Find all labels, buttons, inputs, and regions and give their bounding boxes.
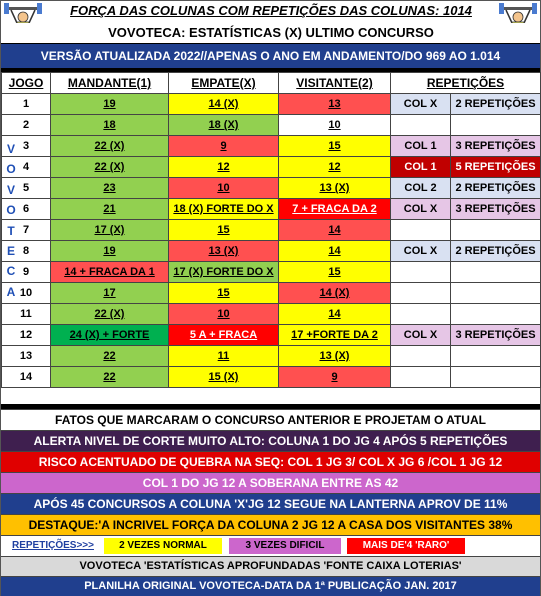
cell-visitante: 12 bbox=[279, 157, 391, 178]
table-row bbox=[2, 220, 541, 241]
cell-rep-column bbox=[391, 304, 451, 325]
cell-empate: 11 bbox=[169, 346, 279, 367]
subtitle-bar bbox=[1, 23, 540, 43]
cell-mandante: 24 (X) + FORTE bbox=[51, 325, 169, 346]
side-letter: V bbox=[6, 182, 15, 197]
cell-jogo: 14 bbox=[2, 367, 51, 388]
cell-jogo: 11 bbox=[2, 304, 51, 325]
vovoteca-side-label bbox=[5, 139, 17, 302]
cell-rep-column: COL X bbox=[391, 325, 451, 346]
header-mandante: MANDANTE(1) bbox=[51, 73, 169, 94]
cell-rep-column bbox=[391, 115, 451, 136]
version-banner-text: VERSÃO ATUALIZADA 2022//APENAS O ANO EM ANDAMENTO/DO 969 AO 1.014 bbox=[40, 49, 501, 63]
cell-jogo: 10 bbox=[2, 283, 51, 304]
cell-rep-column bbox=[391, 283, 451, 304]
legend-normal: 2 VEZES NORMAL bbox=[104, 538, 222, 554]
side-letter: E bbox=[6, 244, 15, 259]
cell-empate: 10 bbox=[169, 178, 279, 199]
table-row bbox=[2, 157, 541, 178]
cell-rep-column bbox=[391, 346, 451, 367]
cell-rep-count: 3 REPETIÇÕES bbox=[451, 199, 541, 220]
cell-rep-count bbox=[451, 346, 541, 367]
cell-rep-count: 2 REPETIÇÕES bbox=[451, 178, 541, 199]
cell-mandante: 22 (X) bbox=[51, 304, 169, 325]
cell-jogo: 7 bbox=[2, 220, 51, 241]
cell-rep-count: 5 REPETIÇÕES bbox=[451, 157, 541, 178]
facts-heading: FATOS QUE MARCARAM O CONCURSO ANTERIOR E PROJETAM O ATUAL bbox=[1, 409, 540, 430]
cell-jogo: 2 bbox=[2, 115, 51, 136]
side-letter: V bbox=[6, 142, 15, 156]
stats-table bbox=[1, 72, 541, 388]
cell-rep-column: COL 1 bbox=[391, 157, 451, 178]
cell-jogo: 4 bbox=[2, 157, 51, 178]
cell-visitante: 14 bbox=[279, 241, 391, 262]
cell-visitante: 13 (X) bbox=[279, 178, 391, 199]
cell-rep-column bbox=[391, 367, 451, 388]
cell-empate: 18 (X) bbox=[169, 115, 279, 136]
header-jogo: JOGO bbox=[2, 73, 51, 94]
page-title: FORÇA DAS COLUNAS COM REPETIÇÕES DAS COLUNAS: 1014 bbox=[70, 3, 472, 18]
cell-rep-column: COL X bbox=[391, 94, 451, 115]
cell-jogo: 1 bbox=[2, 94, 51, 115]
cell-visitante: 14 bbox=[279, 304, 391, 325]
cell-rep-column bbox=[391, 262, 451, 283]
table-row bbox=[2, 178, 541, 199]
cell-visitante: 14 bbox=[279, 220, 391, 241]
cell-mandante: 23 bbox=[51, 178, 169, 199]
cell-rep-count bbox=[451, 367, 541, 388]
cell-rep-count bbox=[451, 220, 541, 241]
version-banner bbox=[1, 43, 540, 69]
table-row bbox=[2, 199, 541, 220]
table-row bbox=[2, 136, 541, 157]
cell-jogo: 6 bbox=[2, 199, 51, 220]
cell-jogo: 12 bbox=[2, 325, 51, 346]
cell-rep-column: COL 1 bbox=[391, 136, 451, 157]
cell-mandante: 21 bbox=[51, 199, 169, 220]
cell-empate: 14 (X) bbox=[169, 94, 279, 115]
table-row bbox=[2, 262, 541, 283]
cell-mandante: 17 bbox=[51, 283, 169, 304]
cell-visitante: 10 bbox=[279, 115, 391, 136]
table-row bbox=[2, 283, 541, 304]
cell-jogo: 13 bbox=[2, 346, 51, 367]
side-letter: O bbox=[6, 203, 16, 218]
cell-rep-column bbox=[391, 220, 451, 241]
cell-empate: 18 (X) FORTE DO X bbox=[169, 199, 279, 220]
cell-rep-count: 3 REPETIÇÕES bbox=[451, 136, 541, 157]
cell-empate: 15 bbox=[169, 283, 279, 304]
side-letter: C bbox=[6, 264, 16, 279]
cell-empate: 12 bbox=[169, 157, 279, 178]
table-row bbox=[2, 304, 541, 325]
cell-rep-count: 2 REPETIÇÕES bbox=[451, 94, 541, 115]
cell-jogo: 5 bbox=[2, 178, 51, 199]
cell-rep-count: 3 REPETIÇÕES bbox=[451, 325, 541, 346]
cell-mandante: 22 bbox=[51, 346, 169, 367]
cell-rep-column: COL X bbox=[391, 241, 451, 262]
repetition-legend bbox=[1, 535, 540, 556]
cell-mandante: 19 bbox=[51, 241, 169, 262]
table-row bbox=[2, 367, 541, 388]
table-row bbox=[2, 325, 541, 346]
cell-rep-count bbox=[451, 262, 541, 283]
cell-visitante: 15 bbox=[279, 136, 391, 157]
cell-visitante: 17 +FORTE DA 2 bbox=[279, 325, 391, 346]
cell-visitante: 9 bbox=[279, 367, 391, 388]
cell-empate: 9 bbox=[169, 136, 279, 157]
table-row bbox=[2, 346, 541, 367]
cell-mandante: 18 bbox=[51, 115, 169, 136]
table-row bbox=[2, 94, 541, 115]
cell-empate: 10 bbox=[169, 304, 279, 325]
cell-visitante: 7 + FRACA DA 2 bbox=[279, 199, 391, 220]
fact-alert: ALERTA NIVEL DE CORTE MUITO ALTO: COLUNA 1 DO JG 4 APÓS 5 REPETIÇÕES bbox=[1, 430, 540, 451]
cell-visitante: 13 bbox=[279, 94, 391, 115]
side-letter: A bbox=[6, 284, 16, 299]
footer-source: VOVOTECA 'ESTATÍSTICAS APROFUNDADAS 'FONTE CAIXA LOTERIAS' bbox=[1, 556, 540, 576]
cell-mandante: 17 (X) bbox=[51, 220, 169, 241]
cell-empate: 15 (X) bbox=[169, 367, 279, 388]
title-bar bbox=[1, 1, 540, 23]
page-subtitle: VOVOTECA: ESTATÍSTICAS (X) ULTIMO CONCURSO bbox=[108, 25, 434, 40]
cell-jogo: 8 bbox=[2, 241, 51, 262]
cell-empate: 17 (X) FORTE DO X bbox=[169, 262, 279, 283]
cell-empate: 15 bbox=[169, 220, 279, 241]
cell-mandante: 22 (X) bbox=[51, 136, 169, 157]
table-row bbox=[2, 241, 541, 262]
header-visitante: VISITANTE(2) bbox=[279, 73, 391, 94]
cell-mandante: 19 bbox=[51, 94, 169, 115]
legend-label: REPETIÇÕES>>> bbox=[12, 540, 94, 551]
footer-original: PLANILHA ORIGINAL VOVOTECA-DATA DA 1ª PUBLICAÇÃO JAN. 2017 bbox=[1, 576, 540, 596]
table-header-row bbox=[2, 73, 541, 94]
table-row bbox=[2, 115, 541, 136]
cell-rep-column: COL X bbox=[391, 199, 451, 220]
cell-empate: 5 A + FRACA bbox=[169, 325, 279, 346]
fact-sovereign: COL 1 DO JG 12 A SOBERANA ENTRE AS 42 bbox=[1, 472, 540, 493]
cell-rep-column: COL 2 bbox=[391, 178, 451, 199]
cell-rep-count bbox=[451, 283, 541, 304]
fact-lantern: APÓS 45 CONCURSOS A COLUNA 'X'JG 12 SEGUE NA LANTERNA APROV DE 11% bbox=[1, 493, 540, 514]
side-letter: O bbox=[6, 162, 16, 177]
cell-visitante: 15 bbox=[279, 262, 391, 283]
cell-empate: 13 (X) bbox=[169, 241, 279, 262]
side-letter: T bbox=[7, 223, 15, 238]
cell-mandante: 14 + FRACA DA 1 bbox=[51, 262, 169, 283]
cell-mandante: 22 (X) bbox=[51, 157, 169, 178]
fact-highlight: DESTAQUE:'A INCRIVEL FORÇA DA COLUNA 2 JG 12 A CASA DOS VISITANTES 38% bbox=[1, 514, 540, 535]
cell-rep-count: 2 REPETIÇÕES bbox=[451, 241, 541, 262]
header-repeticoes: REPETIÇÕES bbox=[391, 73, 541, 94]
cell-visitante: 14 (X) bbox=[279, 283, 391, 304]
cell-jogo: 9 bbox=[2, 262, 51, 283]
cell-rep-count bbox=[451, 115, 541, 136]
header-empate: EMPATE(X) bbox=[169, 73, 279, 94]
cell-rep-count bbox=[451, 304, 541, 325]
legend-rare: MAIS DE'4 'RARO' bbox=[347, 538, 465, 554]
legend-hard: 3 VEZES DIFICIL bbox=[229, 538, 341, 554]
cell-visitante: 13 (X) bbox=[279, 346, 391, 367]
cell-mandante: 22 bbox=[51, 367, 169, 388]
fact-risk: RISCO ACENTUADO DE QUEBRA NA SEQ: COL 1 JG 3/ COL X JG 6 /COL 1 JG 12 bbox=[1, 451, 540, 472]
cell-jogo: 3 bbox=[2, 136, 51, 157]
